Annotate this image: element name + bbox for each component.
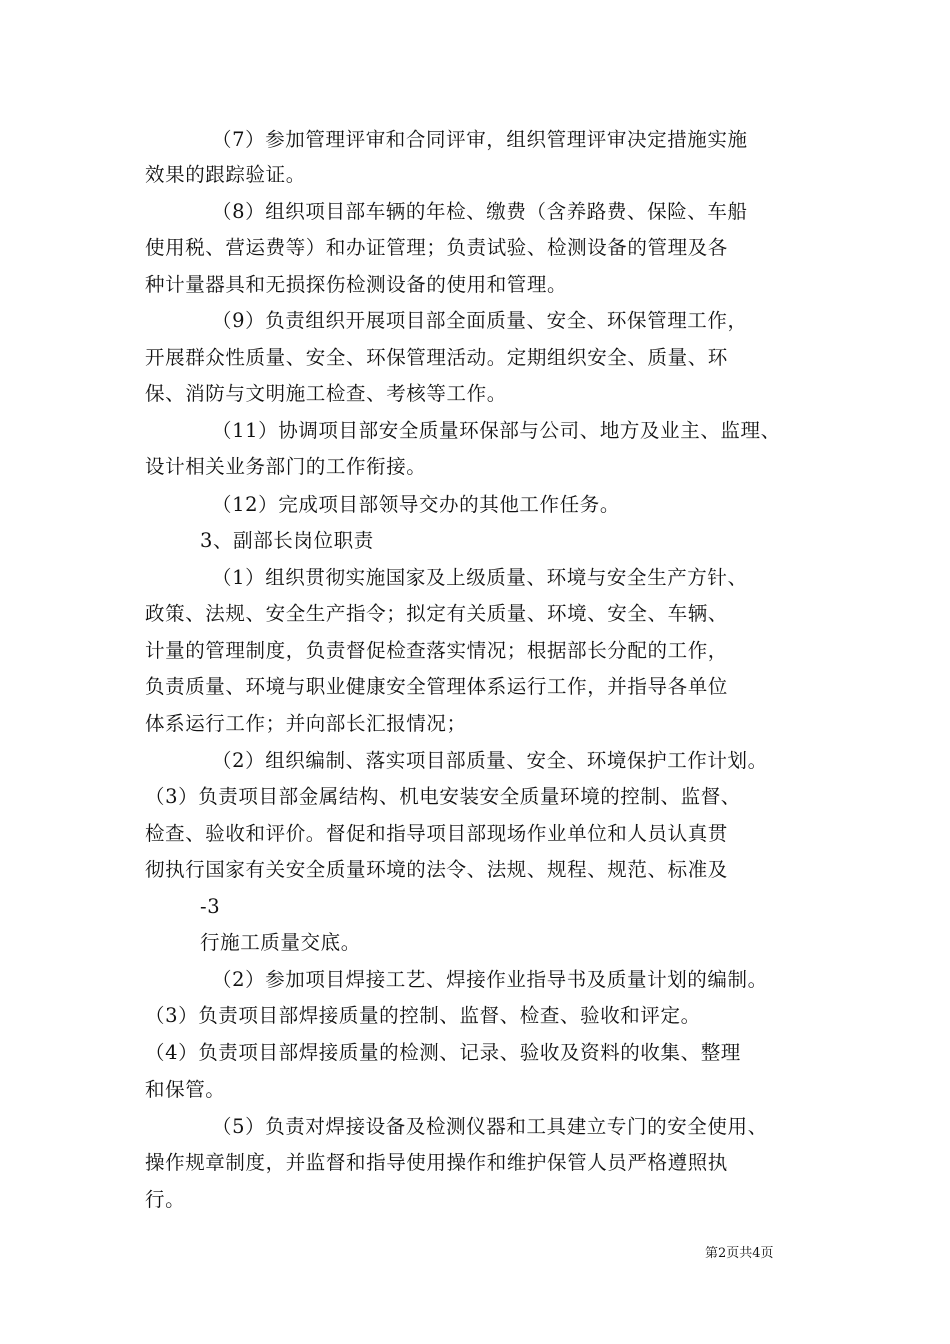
page-marker: -3 bbox=[200, 895, 221, 918]
text-line: （5）负责对焊接设备及检测仪器和工具建立专门的安全使用、 bbox=[212, 1115, 768, 1138]
text-line: （8）组织项目部车辆的年检、缴费（含养路费、保险、车船 bbox=[212, 200, 748, 223]
text-line: 使用税、营运费等）和办证管理；负责试验、检测设备的管理及各 bbox=[145, 236, 728, 259]
text-line: 操作规章制度，并监督和指导使用操作和维护保管人员严格遵照执 bbox=[145, 1151, 728, 1174]
text-line: 和保管。 bbox=[145, 1078, 226, 1101]
text-line: 检查、验收和评价。督促和指导项目部现场作业单位和人员认真贯 bbox=[145, 822, 728, 845]
text-line: 保、消防与文明施工检查、考核等工作。 bbox=[145, 382, 507, 405]
text-line: （11）协调项目部安全质量环保部与公司、地方及业主、监理、 bbox=[212, 419, 781, 442]
text-line: 负责质量、环境与职业健康安全管理体系运行工作，并指导各单位 bbox=[145, 675, 728, 698]
text-line: （3）负责项目部焊接质量的控制、监督、检查、验收和评定。 bbox=[145, 1004, 701, 1027]
text-line: （12）完成项目部领导交办的其他工作任务。 bbox=[212, 493, 620, 516]
text-line: （4）负责项目部焊接质量的检测、记录、验收及资料的收集、整理 bbox=[145, 1041, 741, 1064]
text-line: 彻执行国家有关安全质量环境的法令、法规、规程、规范、标准及 bbox=[145, 858, 728, 881]
text-line: 行施工质量交底。 bbox=[200, 931, 361, 954]
text-line: 行。 bbox=[145, 1188, 186, 1211]
text-line: 计量的管理制度，负责督促检查落实情况；根据部长分配的工作， bbox=[145, 639, 728, 662]
section-heading: 3、副部长岗位职责 bbox=[200, 529, 374, 552]
text-line: （2）组织编制、落实项目部质量、安全、环境保护工作计划。 bbox=[212, 749, 768, 772]
text-line: （3）负责项目部金属结构、机电安装安全质量环境的控制、监督、 bbox=[145, 785, 741, 808]
text-line: 种计量器具和无损探伤检测设备的使用和管理。 bbox=[145, 273, 568, 296]
text-line: 体系运行工作；并向部长汇报情况； bbox=[145, 712, 467, 735]
text-line: 效果的跟踪验证。 bbox=[145, 163, 306, 186]
text-line: 设计相关业务部门的工作衔接。 bbox=[145, 455, 427, 478]
text-line: 政策、法规、安全生产指令；拟定有关质量、环境、安全、车辆、 bbox=[145, 602, 728, 625]
text-line: （7）参加管理评审和合同评审，组织管理评审决定措施实施 bbox=[212, 128, 748, 151]
text-line: （2）参加项目焊接工艺、焊接作业指导书及质量计划的编制。 bbox=[212, 968, 768, 991]
text-line: （1）组织贯彻实施国家及上级质量、环境与安全生产方针、 bbox=[212, 566, 748, 589]
text-line: 开展群众性质量、安全、环保管理活动。定期组织安全、质量、环 bbox=[145, 346, 728, 369]
page-number-footer: 第2页共4页 bbox=[705, 1246, 774, 1261]
text-line: （9）负责组织开展项目部全面质量、安全、环保管理工作， bbox=[212, 309, 748, 332]
